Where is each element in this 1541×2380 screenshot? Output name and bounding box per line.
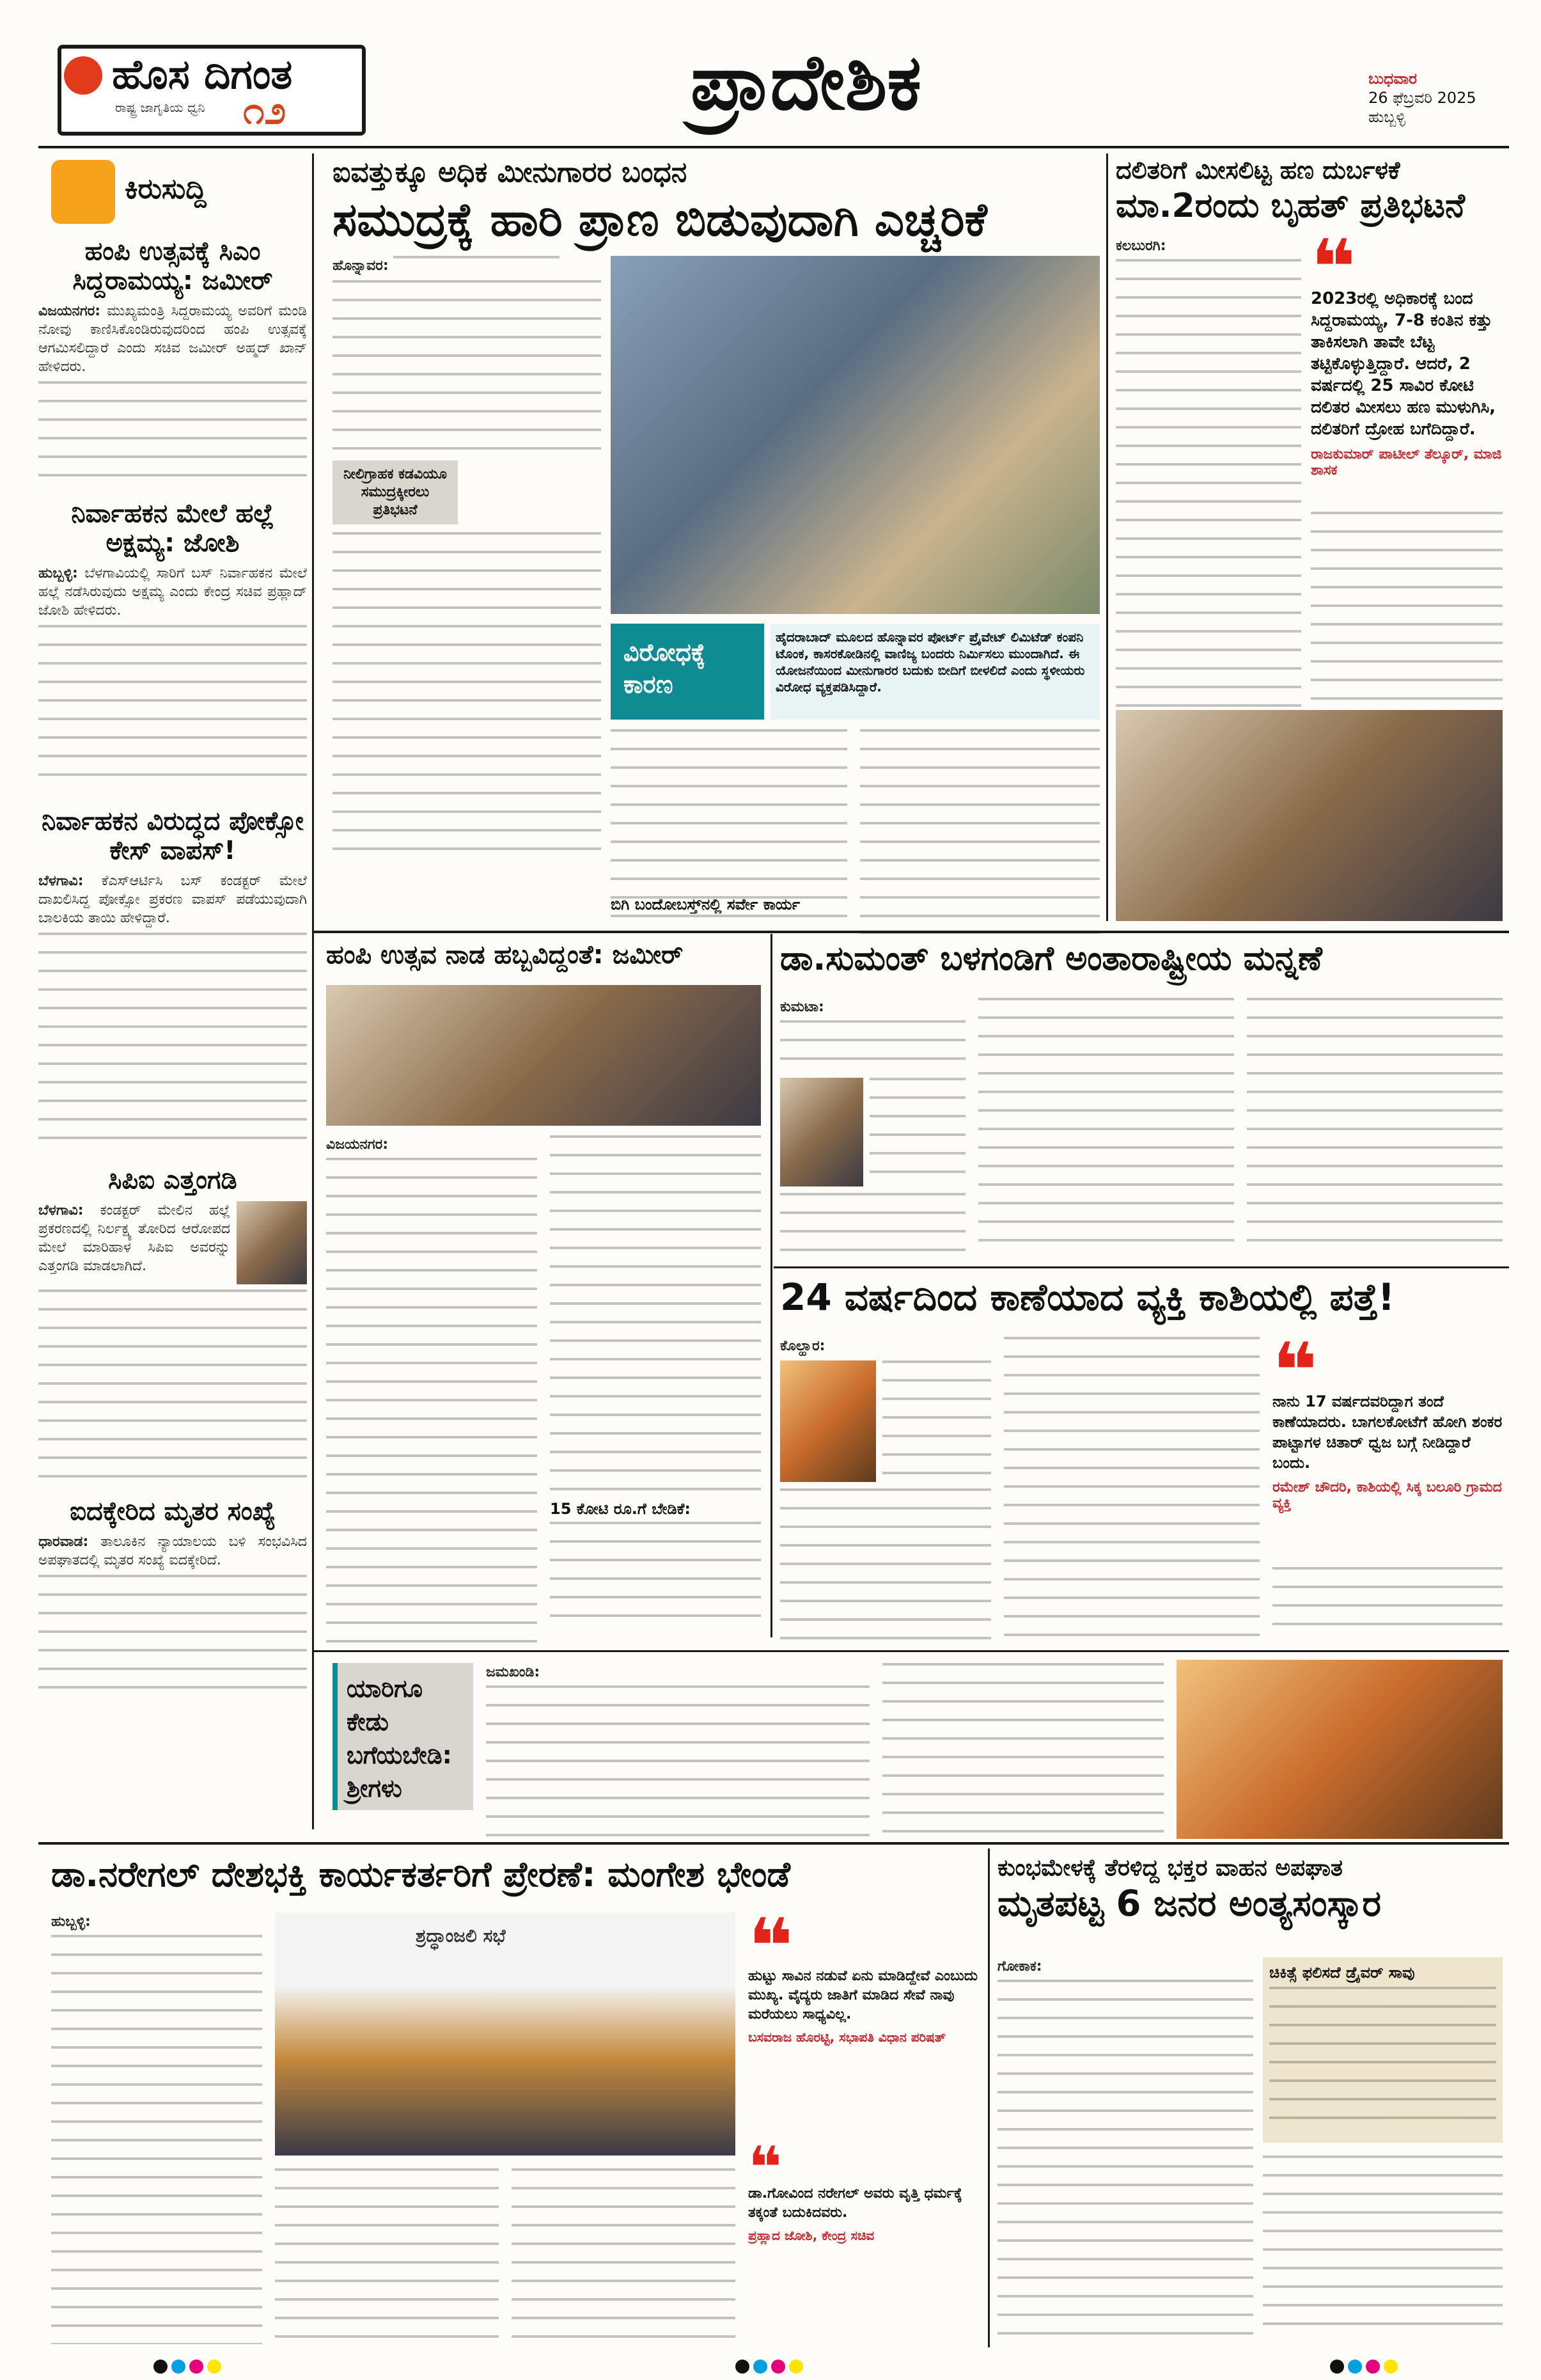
kumbh-kicker: ಕುಂಭಮೇಳಕ್ಕೆ ತೆರಳಿದ್ದ ಭಕ್ತರ ವಾಹನ ಅಪಘಾತ [997, 1855, 1343, 1881]
brief-3-headline: ನಿರ್ವಾಹಕನ ವಿರುದ್ಧದ ಪೋಕ್ಸೋ ಕೇಸ್ ವಾಪಸ್! [42, 807, 304, 865]
fishermen-col3-text [860, 729, 1100, 934]
naregal-col2-text [275, 2168, 499, 2341]
hampi-dateline: ವಿಜಯನಗರ: [326, 1137, 389, 1153]
kumbh-col1-text [997, 1980, 1253, 2351]
brief-3-text: ಕೆಎಸ್ಆರ್ಟಿಸಿ ಬಸ್ ಕಂಡಕ್ಟರ್ ಮೇಲೆ ದಾಖಲಿಸಿದ್ದ ಪೋಕ್ಸೋ ಪ್ರಕರಣ ವಾಪಸ್ ಪಡೆಯುವುದಾಗಿ ಬಾಲಕಿಯ ತಾಯಿ ಹೇಳಿದ್ದಾರೆ. [38, 873, 307, 926]
hampi-meeting-photo [326, 985, 761, 1126]
naregal-pull-2-credit: ಪ್ರಹ್ಲಾದ ಜೋಶಿ, ಕೇಂದ್ರ ಸಚಿವ [748, 2228, 875, 2243]
event-banner-text: ಶ್ರದ್ಧಾಂಜಲಿ ಸಭೆ [416, 1925, 506, 1946]
fishermen-protest-photo [611, 256, 1100, 614]
brief-4-text: ಕಂಡಕ್ಟರ್ ಮೇಲಿನ ಹಲ್ಲೆ ಪ್ರಕರಣದಲ್ಲಿ ನಿರ್ಲಕ್ಷ್ಯ ತೋರಿದ ಆರೋಪದ ಮೇಲೆ ಮಾರಿಹಾಳ ಸಿಪಿಐ ಅವರನ್ನು ಎತ್ತಂಗಡಿ ಮಾಡಲಾಗಿದೆ. [38, 1202, 230, 1274]
fishermen-headline: ಸಮುದ್ರಕ್ಕೆ ಹಾರಿ ಪ್ರಾಣ ಬಿಡುವುದಾಗಿ ಎಚ್ಚರಿಕೆ [332, 192, 987, 246]
dalit-pull-text: 2023ರಲ್ಲಿ ಅಧಿಕಾರಕ್ಕೆ ಬಂದ ಸಿದ್ದರಾಮಯ್ಯ, 7-8 ಕಂತಿನ ಕತ್ತು ತಾಕಿಸಲಾಗಿ ತಾವೇ ಬೆಟ್ಟ ತಟ್ಟಿಕೊಳ್ಳುತ್ತಿದ್ದಾರೆ. ಆದರೆ, 2 ವರ್ಷದಲ್ಲಿ 25 ಸಾವಿರ ಕೋಟಿ ದಲಿತರ ಮೀಸಲು ಹಣ ಮುಳುಗಿಸಿ, ದಲಿತರಿಗೆ ದ್ರೋಹ ಬಗೆದಿದ್ದಾರೆ. [1311, 289, 1496, 439]
kumbh-side-box [1263, 1957, 1503, 2143]
naregal-col3-text [512, 2168, 735, 2341]
naregal-event-photo [275, 1912, 735, 2155]
kirusuddi-list [38, 237, 307, 1703]
kashi-col3-text [1272, 1567, 1503, 1637]
dalit-headline: ಮಾ.2ರಂದು ಬೃಹತ್ ಪ್ರತಿಭಟನೆ [1116, 186, 1465, 225]
dalit-dateline: ಕಲಬುರಗಿ: [1116, 238, 1166, 254]
opposition-reason-text: ಹೈದರಾಬಾದ್ ಮೂಲದ ಹೊನ್ನಾವರ ಪೋರ್ಟ್ ಪ್ರೈವೇಟ್ ಲಿಮಿಟೆಡ್ ಕಂಪನಿ ಟೊಂಕ, ಕಾಸರಕೋಡಿನಲ್ಲಿ ವಾಣಿಜ್ಯ ಬಂದರು ನಿರ್ಮಿಸಲು ಮುಂದಾಗಿದೆ. ಈ ಯೋಜನೆಯಿಂದ ಮೀನುಗಾರರ ಬದುಕು ಬೀದಿಗೆ ಬೀಳಲಿದೆ ಎಂದು ಸ್ಥಳೀಯರು ವಿರೋಧ ವ್ಯಕ್ತಪಡಿಸಿದ್ದಾರೆ. [770, 624, 1100, 720]
dalit-col2-text [1311, 512, 1503, 710]
bottom-right-rule [988, 1848, 990, 2347]
nobody-dateline: ಜಮಖಂಡಿ: [486, 1664, 540, 1680]
nobody-lead [486, 1663, 870, 1682]
reg-dot-yellow-3 [1384, 2360, 1398, 2374]
sumanth-portrait-photo [780, 1078, 863, 1186]
brief-1-headline: ಹಂಪಿ ಉತ್ಸವಕ್ಕೆ ಸಿಎಂ ಸಿದ್ದರಾಮಯ್ಯ: ಜಮೀರ್ [72, 237, 273, 296]
brief-2-body [38, 564, 307, 620]
sumanth-col3-text [1247, 998, 1503, 1254]
brief-5-dateline: ಧಾರವಾಡ: [38, 1534, 89, 1550]
kashi-col1-text [780, 1488, 991, 1648]
kashi-col-1 [780, 1337, 991, 1648]
hampi-col-1 [326, 1135, 537, 1644]
kirusuddi-label: ಕಿರುಸುದ್ದಿ [125, 173, 207, 205]
sumanth-col1-text [780, 1193, 966, 1263]
mid-rule [313, 931, 1509, 933]
sumanth-lead [780, 998, 966, 1016]
masthead [0, 0, 1541, 154]
hampi-col-2 [550, 1135, 761, 1630]
kashi-pull-text: ನಾನು 17 ವರ್ಷದವರಿದ್ದಾಗ ತಂದೆ ಕಾಣೆಯಾದರು. ಬಾಗಲಕೋಟೆಗೆ ಹೋಗಿ ಶಂಕರ ಪಾಟ್ಟಾಗಳ ಚಿತಾರ್ ಧ್ವಜ ಬಗ್ಗೆ ನೀಡಿದ್ದಾರೆ ಬಂದು. [1272, 1392, 1503, 1472]
masthead-rule [38, 146, 1509, 148]
registration-marks [0, 2354, 1541, 2380]
dateline [1368, 69, 1476, 127]
date-full: 26 ಫೆಬ್ರವರಿ 2025 [1368, 89, 1476, 107]
kashi-headline: 24 ವರ್ಷದಿಂದ ಕಾಣೆಯಾದ ವ್ಯಕ್ತಿ ಕಾಶಿಯಲ್ಲಿ ಪತ್ತೆ! [780, 1275, 1395, 1319]
reg-dot-black [153, 2360, 168, 2374]
kashi-man-photo [780, 1360, 876, 1482]
brief-5-continuation [38, 1575, 307, 1703]
fishermen-col1-text [332, 280, 601, 453]
section-title: ಪ್ರಾದೇಶಿಕ [691, 38, 922, 127]
kashi-col2-text [1004, 1337, 1260, 1637]
naregal-lead [51, 1912, 262, 1931]
date-city: ಹುಬ್ಬಳ್ಳಿ [1368, 108, 1405, 126]
kashi-pull-credit: ರಮೇಶ್ ಚೌದರಿ, ಕಾಶಿಯಲ್ಲಿ ಸಿಕ್ಕ ಬಲೂರಿ ಗ್ರಾಮದ ವ್ಯಕ್ತಿ [1272, 1479, 1502, 1511]
naregal-quote-2-icon: ❝ [748, 2134, 782, 2202]
story-kumbh [997, 1855, 1509, 1925]
fishermen-kicker: ಐವತ್ತುಕ್ಕೂ ಅಧಿಕ ಮೀನುಗಾರರ ಬಂಧನ [332, 156, 687, 189]
brief-3-body [38, 872, 307, 927]
kumbh-headline: ಮೃತಪಟ್ಟ 6 ಜನರ ಅಂತ್ಯಸಂಸ್ಕಾರ [997, 1883, 1381, 1925]
brief-2-text: ಬೆಳಗಾವಿಯಲ್ಲಿ ಸಾರಿಗೆ ಬಸ್ ನಿರ್ವಾಹಕನ ಮೇಲೆ ಹಲ್ಲೆ ನಡೆಸಿರುವುದು ಅಕ್ಷಮ್ಯ ಎಂದು ಕೇಂದ್ರ ಸಚಿವ ಪ್ರಹ್ಲಾದ್ ಜೋಶಿ ಹೇಳಿದರು. [38, 565, 307, 619]
reg-dot-magenta [189, 2360, 203, 2374]
naregal-pull-1 [748, 1903, 978, 2045]
kumbh-col-1 [997, 1957, 1253, 2351]
brief-1-continuation [38, 381, 307, 484]
brief-4-body [38, 1201, 230, 1284]
hampi-subhead: 15 ಕೋಟಿ ರೂ.ಗೆ ಬೇಡಿಕೆ: [550, 1500, 691, 1518]
fishermen-caption-box: ನೀಲಿಗ್ರಾಹಕ ಕಡವಿಯೂ ಸಮುದ್ರಕ್ಕೀರಲು ಪ್ರತಿಭಟನೆ [332, 461, 458, 524]
sumanth-bottom-rule [774, 1266, 1509, 1268]
reg-dot-yellow [207, 2360, 221, 2374]
fishermen-subhead: ಬಿಗಿ ಬಂದೋಬಸ್ತ್‌ನಲ್ಲಿ ಸರ್ವೇ ಕಾರ್ಯ [611, 895, 801, 913]
reg-dot-yellow-2 [789, 2360, 803, 2374]
kumbh-side-text [1269, 1987, 1496, 2127]
brief-3-dateline: ಬೆಳಗಾವಿ: [38, 873, 84, 889]
opposition-reason-label: ವಿರೋಧಕ್ಕೆ ಕಾರಣ [611, 624, 764, 720]
reg-dot-magenta-2 [771, 2360, 785, 2374]
kashi-lead [780, 1337, 991, 1355]
dalit-kicker: ದಲಿತರಿಗೆ ಮೀಸಲಿಟ್ಟ ಹಣ ದುರ್ಬಳಕೆ [1116, 156, 1400, 184]
kashi-quote-icon: ❝ [1272, 1327, 1318, 1416]
left-column-rule [312, 154, 314, 1829]
naregal-col1-text [51, 1935, 262, 2344]
sumanth-col-1 [780, 998, 966, 1263]
hampi-headline: ಹಂಪಿ ಉತ್ಸವ ನಾಡ ಹಬ್ಬವಿದ್ದಂತೆ: ಜಮೀರ್ [326, 940, 684, 970]
fishermen-col1-text-2 [332, 532, 601, 865]
kumbh-lead [997, 1957, 1253, 1976]
sumanth-photo-row [780, 1078, 966, 1186]
brief-2-dateline: ಹುಬ್ಬಳ್ಳಿ: [38, 565, 78, 581]
naregal-dateline: ಹುಬ್ಬಳ್ಳಿ: [51, 1914, 91, 1930]
brief-4-row [38, 1201, 307, 1284]
dalit-col1-text [1116, 259, 1301, 707]
reg-dot-cyan [171, 2360, 185, 2374]
dalit-press-meet-photo [1116, 710, 1503, 921]
story-dalit [1116, 157, 1499, 225]
bottom-section-rule [38, 1842, 1509, 1845]
kirusuddi-hand-icon [51, 160, 115, 224]
brief-4-dateline: ಬೆಳಗಾವಿ: [38, 1202, 84, 1218]
kumbh-col2-text [1263, 2155, 1503, 2341]
brief-1-body [38, 302, 307, 376]
brief-5-headline: ಐದಕ್ಕೇರಿದ ಮೃತರ ಸಂಖ್ಯೆ [70, 1497, 276, 1526]
sumanth-col2-text [978, 998, 1234, 1254]
naregal-pull-2-text: ಡಾ.ಗೋವಿಂದ ನರೇಗಲ್ ಅವರು ವೃತ್ತಿ ಧರ್ಮಕ್ಕೆ ತಕ್ಕಂತೆ ಬದುಕಿದವರು. [748, 2186, 962, 2221]
brief-2-continuation [38, 625, 307, 791]
brief-3-continuation [38, 933, 307, 1150]
kashi-pull-quote [1272, 1327, 1503, 1511]
nobody-col2-text [882, 1663, 1164, 1836]
swamiji-photo [1177, 1660, 1503, 1839]
dalit-pull-quote [1311, 224, 1503, 478]
fishermen-col-1 [332, 256, 601, 865]
naregal-pull-2 [748, 2134, 978, 2243]
kashi-beside-photo-text [882, 1360, 991, 1482]
hampi-col1-text [326, 1158, 537, 1644]
naregal-col-1 [51, 1912, 262, 2344]
nobody-harm-label: ಯಾರಿಗೂ ಕೇಡು ಬಗೆಯಬೇಡಿ: ಶ್ರೀಗಳು [332, 1663, 473, 1810]
dalit-lead [1116, 237, 1301, 255]
hampi-col2-text-2 [550, 1522, 761, 1630]
page-number: ೧೨ [243, 88, 286, 133]
reg-dot-black-3 [1330, 2360, 1344, 2374]
reg-dot-magenta-3 [1366, 2360, 1380, 2374]
dalit-pull-credit: ರಾಜಕುಮಾರ್ ಪಾಟೀಲ್ ತೆಲ್ಕೂರ್, ಮಾಜಿ ಶಾಸಕ [1311, 446, 1502, 478]
nobody-col1-text [486, 1685, 870, 1839]
hampi-col2-text [550, 1135, 761, 1493]
brand-tagline: ರಾಷ್ಟ್ರ ಜಾಗೃತಿಯ ಧ್ವನಿ [115, 100, 205, 115]
nobody-col-1 [486, 1663, 870, 1839]
hampi-lead [326, 1135, 537, 1154]
fishermen-lead [332, 256, 601, 275]
brief-4-continuation [38, 1289, 307, 1481]
kashi-photo-row [780, 1360, 991, 1482]
hampi-right-rule [770, 934, 772, 1637]
center-right-rule [1106, 154, 1108, 921]
dalit-quote-icon: ❝ [1311, 224, 1356, 313]
sumanth-dateline: ಕುಮಟಾ: [780, 999, 824, 1015]
brand-emblem-icon [64, 56, 102, 95]
date-day: ಬುಧವಾರ [1368, 70, 1417, 88]
kumbh-side-title: ಚಿಕಿತ್ಸೆ ಫಲಿಸದೆ ಡ್ರೈವರ್ ಸಾವು [1269, 1964, 1415, 1982]
kashi-dateline: ಕೊಲ್ಹಾರ: [780, 1338, 825, 1354]
reg-dot-cyan-2 [753, 2360, 767, 2374]
sumanth-lead-text [780, 1020, 966, 1071]
reg-dot-black-2 [735, 2360, 749, 2374]
naregal-pull-1-text: ಹುಟ್ಟು ಸಾವಿನ ನಡುವೆ ಏನು ಮಾಡಿದ್ದೇವೆ ಎಂಬುದು ಮುಖ್ಯ. ವೈದ್ಯರು ಜಾತಿಗೆ ಮಾಡಿದ ಸೇವೆ ನಾವು ಮರೆಯಲು ಸಾಧ್ಯವಿಲ್ಲ. [748, 1968, 978, 2022]
brief-5-text: ತಾಲೂಕಿನ ನ್ಯಾಯಾಲಯ ಬಳಿ ಸಂಭವಿಸಿದ ಅಪಘಾತದಲ್ಲಿ ಮೃತರ ಸಂಖ್ಯೆ ಐದಕ್ಕೇರಿದೆ. [38, 1534, 307, 1568]
fishermen-col2-text [611, 729, 847, 921]
dalit-col-1 [1116, 237, 1301, 707]
fishermen-lead-text [393, 256, 559, 270]
sumanth-beside-photo-text [870, 1078, 966, 1186]
brief-1-text: ಮುಖ್ಯಮಂತ್ರಿ ಸಿದ್ದರಾಮಯ್ಯ ಅವರಿಗೆ ಮಂಡಿ ನೋವು ಕಾಣಿಸಿಕೊಂಡಿರುವುದರಿಂದ ಹಂಪಿ ಉತ್ಸವಕ್ಕೆ ಆಗಮಿಸಲಿದ್ದಾರೆ ಎಂದು ಸಚಿವ ಜಮೀರ್ ಅಹ್ಮದ್ ಖಾನ್ ಹೇಳಿದರು. [38, 303, 307, 375]
story-fishermen [332, 157, 1100, 246]
lower-rule [313, 1650, 1509, 1652]
sumanth-headline: ಡಾ.ಸುಮಂತ್ ಬಳಗಂಡಿಗೆ ಅಂತಾರಾಷ್ಟ್ರೀಯ ಮನ್ನಣೆ [780, 940, 1322, 978]
brand-name: ಹೊಸ ದಿಗಂತ [112, 51, 293, 99]
brief-4-headline: ಸಿಪಿಐ ಎತ್ತಂಗಡಿ [108, 1165, 237, 1195]
naregal-quote-1-icon: ❝ [748, 1903, 794, 1992]
brief-5-body [38, 1533, 307, 1570]
naregal-pull-1-credit: ಬಸವರಾಜ ಹೊರಟ್ಟಿ, ಸಭಾಪತಿ ವಿಧಾನ ಪರಿಷತ್ [748, 2029, 946, 2045]
fishermen-dateline: ಹೊನ್ನಾವರ: [332, 258, 389, 274]
naregal-headline: ಡಾ.ನರೇಗಲ್ ದೇಶಭಕ್ತಿ ಕಾರ್ಯಕರ್ತರಿಗೆ ಪ್ರೇರಣೆ: ಮಂಗೇಶ ಭೇಂಡೆ [51, 1854, 790, 1895]
brief-1-dateline: ವಿಜಯನಗರ: [38, 303, 101, 319]
cpi-portrait-photo [237, 1201, 307, 1284]
kumbh-dateline: ಗೋಕಾಕ: [997, 1958, 1042, 1974]
brief-2-headline: ನಿರ್ವಾಹಕನ ಮೇಲೆ ಹಲ್ಲೆ ಅಕ್ಷಮ್ಯ: ಜೋಶಿ [71, 499, 274, 558]
reg-dot-cyan-3 [1348, 2360, 1362, 2374]
